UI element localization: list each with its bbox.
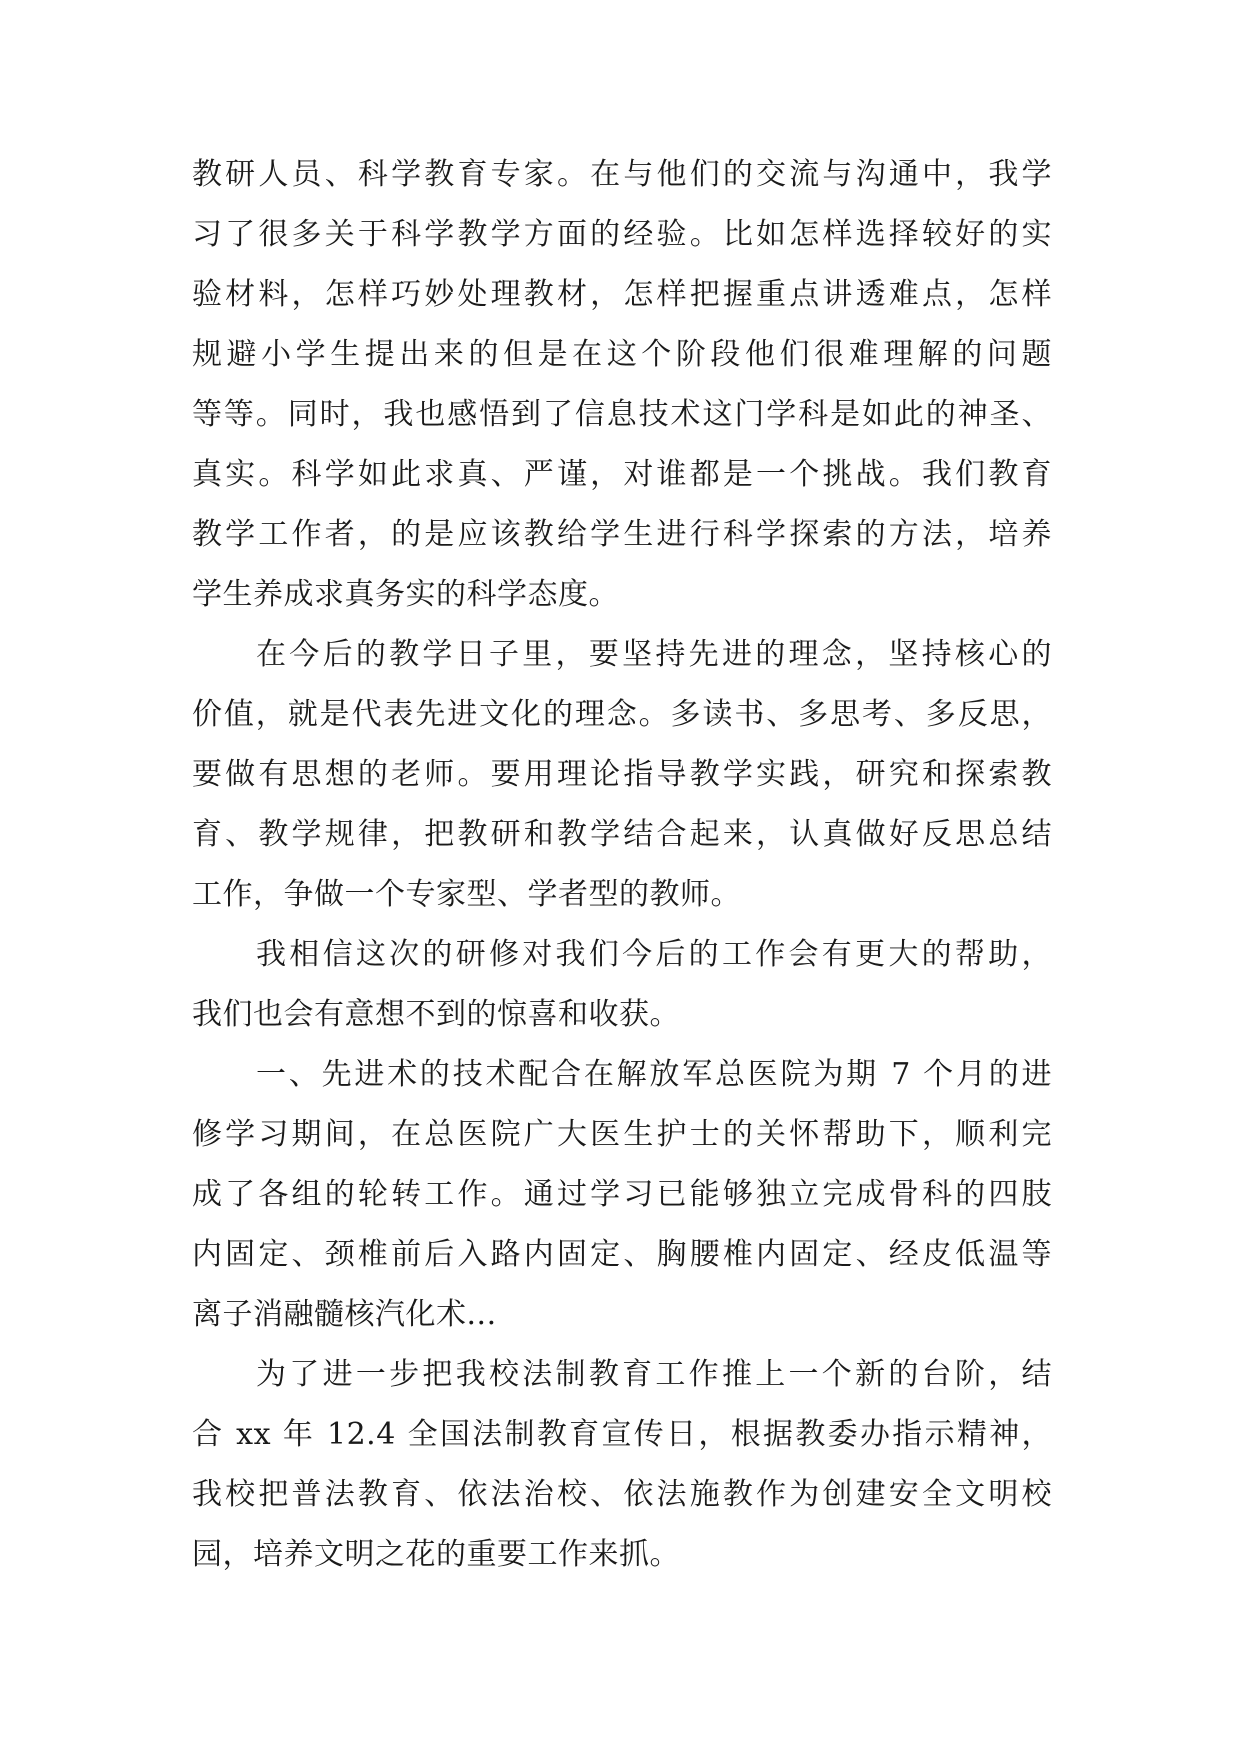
text-line: 验材料，怎样巧妙处理教材，怎样把握重点讲透难点，怎样 (192, 277, 1052, 312)
text-line: 教学工作者，的是应该教给学生进行科学探索的方法，培养 (192, 517, 1052, 552)
paragraph-first-line: 为了进一步把我校法制教育工作推上一个新的台阶，结 (256, 1357, 1052, 1392)
text-line: 我们也会有意想不到的惊喜和收获。 (192, 997, 680, 1032)
text-line: 园，培养文明之花的重要工作来抓。 (192, 1537, 680, 1572)
text-line: 等等。同时，我也感悟到了信息技术这门学科是如此的神圣、 (192, 397, 1052, 432)
paragraph-first-line: 在今后的教学日子里，要坚持先进的理念，坚持核心的 (256, 637, 1052, 672)
text-line: 合 xx 年 12.4 全国法制教育宣传日，根据教委办指示精神， (192, 1417, 1052, 1452)
text-line: 成了各组的轮转工作。通过学习已能够独立完成骨科的四肢 (192, 1177, 1052, 1212)
paragraph-first-line: 一、先进术的技术配合在解放军总医院为期 7 个月的进 (256, 1057, 1052, 1092)
text-line: 育、教学规律，把教研和教学结合起来，认真做好反思总结 (192, 817, 1052, 852)
paragraph-first-line: 我相信这次的研修对我们今后的工作会有更大的帮助， (256, 937, 1052, 972)
text-line: 我校把普法教育、依法治校、依法施教作为创建安全文明校 (192, 1477, 1052, 1512)
text-line: 离子消融髓核汽化术... (192, 1297, 497, 1332)
text-line: 价值，就是代表先进文化的理念。多读书、多思考、多反思， (192, 697, 1052, 732)
text-line: 规避小学生提出来的但是在这个阶段他们很难理解的问题 (192, 337, 1052, 372)
text-line: 修学习期间，在总医院广大医生护士的关怀帮助下，顺利完 (192, 1117, 1052, 1152)
text-line: 真实。科学如此求真、严谨，对谁都是一个挑战。我们教育 (192, 457, 1052, 492)
text-line: 习了很多关于科学教学方面的经验。比如怎样选择较好的实 (192, 217, 1052, 252)
text-line: 要做有思想的老师。要用理论指导教学实践，研究和探索教 (192, 757, 1052, 792)
text-line: 学生养成求真务实的科学态度。 (192, 577, 619, 612)
text-line: 教研人员、科学教育专家。在与他们的交流与沟通中，我学 (192, 157, 1052, 192)
text-line: 工作，争做一个专家型、学者型的教师。 (192, 877, 741, 912)
text-line: 内固定、颈椎前后入路内固定、胸腰椎内固定、经皮低温等 (192, 1237, 1052, 1272)
